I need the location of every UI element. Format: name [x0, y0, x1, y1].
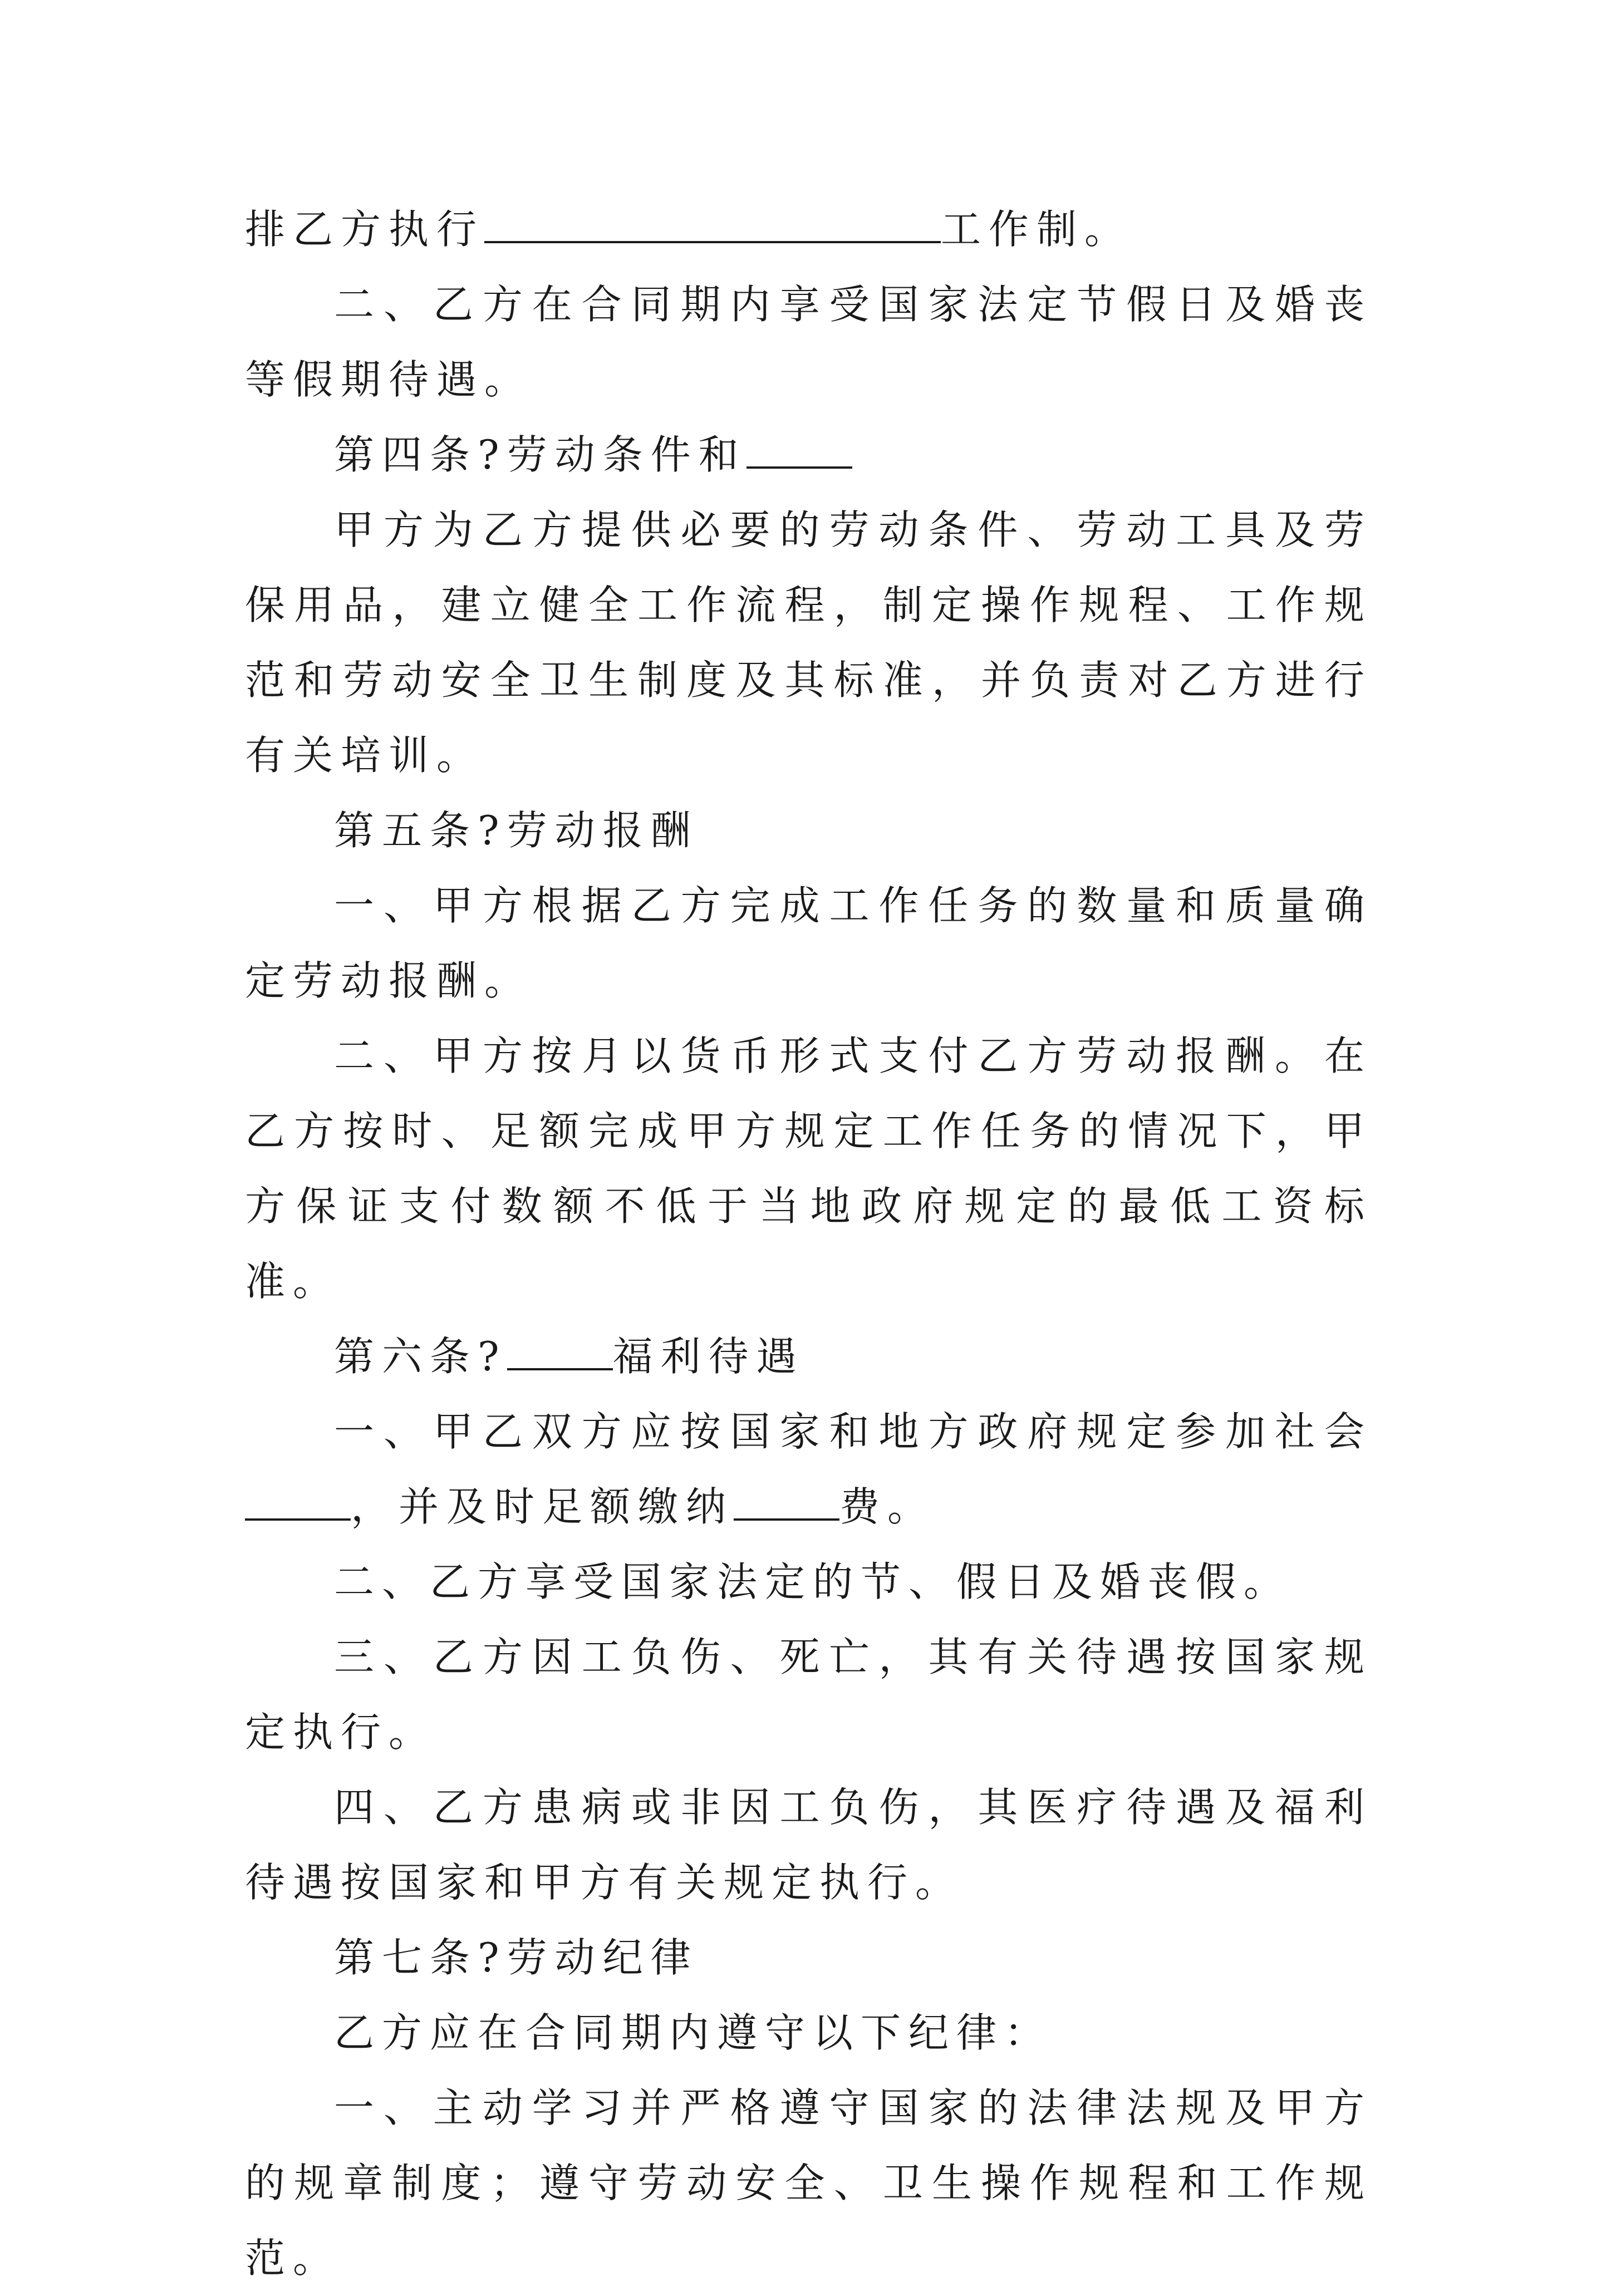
text-segment: 费。 [839, 1483, 936, 1530]
blank-line-work-system [484, 208, 941, 243]
paragraph-remuneration-1: 一、甲方根据乙方完成工作任务的数量和质量确定劳动报酬。 [245, 882, 1372, 1004]
blank-line-article-4 [746, 433, 852, 469]
article-7-heading: 第七条?劳动纪律 [334, 1934, 699, 1981]
text-segment: 第四条?劳动条件和 [334, 431, 746, 478]
paragraph-welfare-3: 三、乙方因工负伤、死亡，其有关待遇按国家规定执行。 [245, 1634, 1372, 1756]
text-segment: 排乙方执行 [245, 206, 485, 253]
paragraph-remuneration-2: 二、甲方按月以货币形式支付乙方劳动报酬。在乙方按时、足额完成甲方规定工作任务的情况下，甲方保证支付数额不低于当地政府规定的最低工资标准。 [245, 1033, 1372, 1305]
paragraph-welfare-4: 四、乙方患病或非因工负伤，其医疗待遇及福利待遇按国家和甲方有关规定执行。 [245, 1784, 1372, 1906]
paragraph-welfare-1 [245, 1394, 1372, 1545]
paragraph-work-system [245, 192, 1372, 267]
document-page [245, 0, 1372, 2282]
text-segment: ，并及时足额缴纳 [351, 1483, 734, 1530]
blank-line-article-6 [507, 1335, 613, 1370]
paragraph-discipline-intro: 乙方应在合同期内遵守以下纪律： [334, 2009, 1053, 2056]
article-5-heading: 第五条?劳动报酬 [334, 807, 699, 854]
text-segment: 第六条? [334, 1333, 507, 1380]
paragraph-discipline-1: 一、主动学习并严格遵守国家的法律法规及甲方的规章制度；遵守劳动安全、卫生操作规程和工作规范。 [245, 2084, 1372, 2282]
paragraph-working-conditions: 甲方为乙方提供必要的劳动条件、劳动工具及劳保用品，建立健全工作流程，制定操作规程、工作规范和劳动安全卫生制度及其标准，并负责对乙方进行有关培训。 [245, 507, 1372, 779]
blank-line-social-insurance [245, 1485, 351, 1521]
text-segment: 福利待遇 [612, 1333, 804, 1380]
article-4-heading [245, 417, 1372, 493]
text-segment: 工作制。 [941, 206, 1133, 253]
text-segment: 一、甲乙双方应按国家和地方政府规定参加社会 [334, 1408, 1372, 1455]
contract-body [245, 0, 1372, 2296]
article-6-heading [245, 1319, 1372, 1394]
blank-line-fee [734, 1485, 839, 1521]
paragraph-holidays: 二、乙方在合同期内享受国家法定节假日及婚丧等假期待遇。 [245, 281, 1372, 403]
paragraph-welfare-2: 二、乙方享受国家法定的节、假日及婚丧假。 [334, 1558, 1292, 1605]
